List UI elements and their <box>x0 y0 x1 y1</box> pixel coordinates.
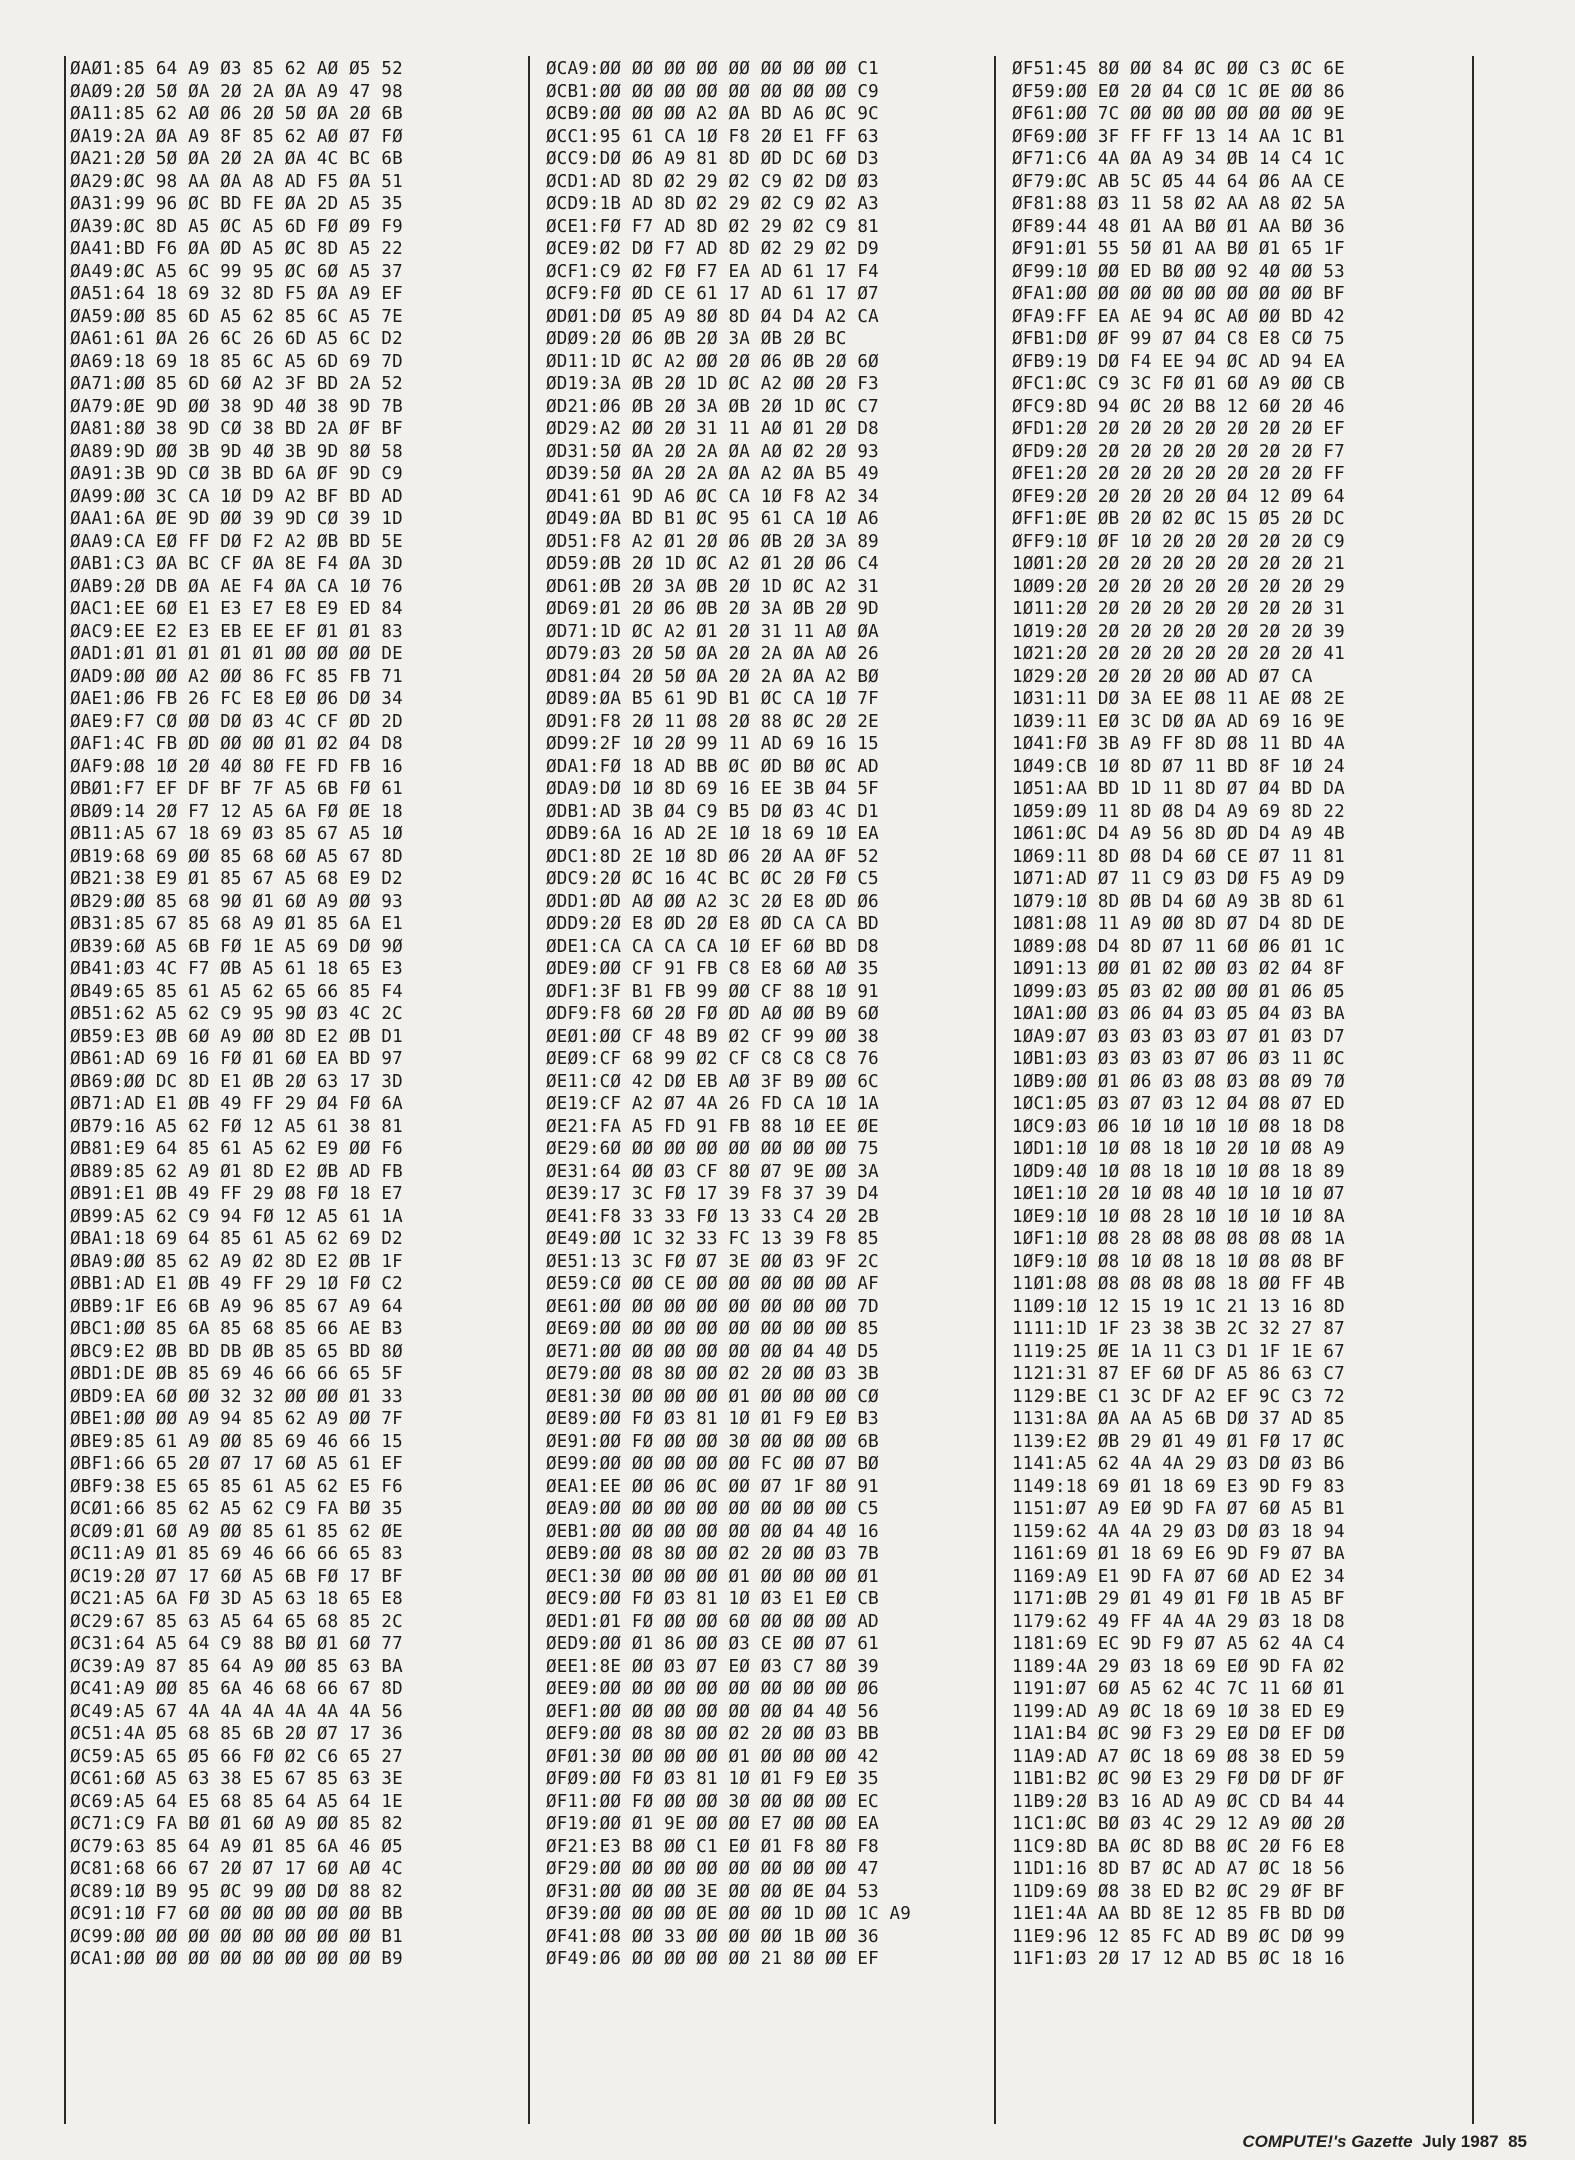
listing-line: 1111:1D 1F 23 38 3B 2C 32 27 87 <box>1012 1319 1345 1339</box>
listing-line: 1191:Ø7 6Ø A5 62 4C 7C 11 6Ø Ø1 <box>1012 1679 1345 1699</box>
listing-line: 11B1:B2 ØC 9Ø E3 29 FØ DØ DF ØF <box>1012 1769 1345 1789</box>
listing-line: 11D9:69 Ø8 38 ED B2 ØC 29 ØF BF <box>1012 1881 1345 1902</box>
listing-line: ØC19:2Ø Ø7 17 6Ø A5 6B FØ 17 BF <box>70 1566 403 1587</box>
listing-line: ØFC9:8D 94 ØC 2Ø B8 12 6Ø 2Ø 46 <box>1012 396 1345 417</box>
listing-line: ØA11:85 62 AØ Ø6 2Ø 5Ø ØA 2Ø 6B <box>70 104 403 124</box>
listing-line: ØFD1:2Ø 2Ø 2Ø 2Ø 2Ø 2Ø 2Ø 2Ø EF <box>1012 419 1345 439</box>
listing-line: ØCD1:AD 8D Ø2 29 Ø2 C9 Ø2 DØ Ø3 <box>546 171 879 192</box>
listing-line: ØEC1:3Ø ØØ ØØ ØØ Ø1 ØØ ØØ ØØ Ø1 <box>546 1566 879 1587</box>
listing-line: ØEB1:ØØ ØØ ØØ ØØ ØØ ØØ Ø4 4Ø 16 <box>546 1521 879 1542</box>
listing-line: 11C1:ØC BØ Ø3 4C 29 12 A9 ØØ 2Ø <box>1012 1814 1345 1834</box>
listing-line: ØFF9:1Ø ØF 1Ø 2Ø 2Ø 2Ø 2Ø 2Ø C9 <box>1012 531 1345 552</box>
listing-line: 1ØD9:4Ø 1Ø Ø8 18 1Ø 1Ø Ø8 18 89 <box>1012 1161 1345 1182</box>
listing-line: ØF99:1Ø ØØ ED BØ ØØ 92 4Ø ØØ 53 <box>1012 261 1345 282</box>
listing-line: ØAD9:ØØ ØØ A2 ØØ 86 FC 85 FB 71 <box>70 666 403 687</box>
listing-line: ØE91:ØØ FØ ØØ ØØ 3Ø ØØ ØØ ØØ 6B <box>546 1431 879 1452</box>
listing-line: ØA91:3B 9D CØ 3B BD 6A ØF 9D C9 <box>70 464 403 484</box>
listing-line: ØA21:2Ø 5Ø ØA 2Ø 2A ØA 4C BC 6B <box>70 149 403 169</box>
listing-line: ØAØ1:85 64 A9 Ø3 85 62 AØ Ø5 52 <box>70 59 403 79</box>
listing-line: ØA29:ØC 98 AA ØA A8 AD F5 ØA 51 <box>70 171 403 192</box>
listing-line: ØE79:ØØ Ø8 8Ø ØØ Ø2 2Ø ØØ Ø3 3B <box>546 1364 879 1384</box>
listing-line: ØC71:C9 FA BØ Ø1 6Ø A9 ØØ 85 82 <box>70 1814 403 1834</box>
listing-line: ØA39:ØC 8D A5 ØC A5 6D FØ Ø9 F9 <box>70 216 403 237</box>
listing-line: ØAC9:EE E2 E3 EB EE EF Ø1 Ø1 83 <box>70 621 403 642</box>
listing-line: ØEE1:8E ØØ Ø3 Ø7 EØ Ø3 C7 8Ø 39 <box>546 1656 879 1677</box>
listing-line: ØD89:ØA B5 61 9D B1 ØC CA 1Ø 7F <box>546 689 879 709</box>
listing-line: 1Ø61:ØC D4 A9 56 8D ØD D4 A9 4B <box>1012 824 1345 844</box>
listing-line: ØCC1:95 61 CA 1Ø F8 2Ø E1 FF 63 <box>546 126 879 147</box>
listing-line: ØC81:68 66 67 2Ø Ø7 17 6Ø AØ 4C <box>70 1859 403 1879</box>
listing-line: 1Ø41:FØ 3B A9 FF 8D Ø8 11 BD 4A <box>1012 734 1345 754</box>
listing-line: 1ØC9:Ø3 Ø6 1Ø 1Ø 1Ø 1Ø Ø8 18 D8 <box>1012 1116 1345 1137</box>
listing-line: ØED9:ØØ Ø1 86 ØØ Ø3 CE ØØ Ø7 61 <box>546 1634 879 1654</box>
column-rule-1 <box>528 56 530 2124</box>
listing-line: ØF79:ØC AB 5C Ø5 44 64 Ø6 AA CE <box>1012 171 1345 192</box>
listing-line: 1ØB9:ØØ Ø1 Ø6 Ø3 Ø8 Ø3 Ø8 Ø9 7Ø <box>1012 1071 1345 1092</box>
listing-line: ØE71:ØØ ØØ ØØ ØØ ØØ ØØ Ø4 4Ø D5 <box>546 1341 879 1362</box>
listing-line: ØBD9:EA 6Ø ØØ 32 32 ØØ ØØ Ø1 33 <box>70 1386 403 1407</box>
listing-line: ØB99:A5 62 C9 94 FØ 12 A5 61 1A <box>70 1206 403 1227</box>
listing-line: ØBC9:E2 ØB BD DB ØB 85 65 BD 8Ø <box>70 1341 403 1362</box>
listing-line: 1Ø79:1Ø 8D ØB D4 6Ø A9 3B 8D 61 <box>1012 891 1345 912</box>
listing-line: ØE29:6Ø ØØ ØØ ØØ ØØ ØØ ØØ ØØ 75 <box>546 1139 879 1159</box>
column-rule-right <box>1472 56 1474 2124</box>
listing-line: ØD41:61 9D A6 ØC CA 1Ø F8 A2 34 <box>546 486 879 507</box>
listing-line: ØB21:38 E9 Ø1 85 67 A5 68 E9 D2 <box>70 869 403 889</box>
listing-line: ØB41:Ø3 4C F7 ØB A5 61 18 65 E3 <box>70 959 403 979</box>
listing-line: 11D1:16 8D B7 ØC AD A7 ØC 18 56 <box>1012 1859 1345 1879</box>
listing-line: 11E9:96 12 85 FC AD B9 ØC DØ 99 <box>1012 1926 1345 1947</box>
listing-line: 1151:Ø7 A9 EØ 9D FA Ø7 6Ø A5 B1 <box>1012 1499 1345 1519</box>
listing-line: ØF49:Ø6 ØØ ØØ ØØ ØØ 21 8Ø ØØ EF <box>546 1949 879 1969</box>
listing-line: ØAE1:Ø6 FB 26 FC E8 EØ Ø6 DØ 34 <box>70 689 403 709</box>
listing-line: ØA61:61 ØA 26 6C 26 6D A5 6C D2 <box>70 329 403 349</box>
listing-line: ØB89:85 62 A9 Ø1 8D E2 ØB AD FB <box>70 1161 403 1182</box>
listing-line: ØAF9:Ø8 1Ø 2Ø 4Ø 8Ø FE FD FB 16 <box>70 756 403 777</box>
listing-line: ØF91:Ø1 55 5Ø Ø1 AA BØ Ø1 65 1F <box>1012 239 1345 259</box>
listing-line: 11A1:B4 ØC 9Ø F3 29 EØ DØ EF DØ <box>1012 1724 1345 1744</box>
listing-line: ØEA9:ØØ ØØ ØØ ØØ ØØ ØØ ØØ ØØ C5 <box>546 1499 879 1519</box>
listing-line: ØB79:16 A5 62 FØ 12 A5 61 38 81 <box>70 1116 403 1137</box>
listing-line: ØFB1:DØ ØF 99 Ø7 Ø4 C8 E8 CØ 75 <box>1012 329 1345 349</box>
listing-line: ØDB9:6A 16 AD 2E 1Ø 18 69 1Ø EA <box>546 824 879 844</box>
listing-line: ØBF1:66 65 2Ø Ø7 17 6Ø A5 61 EF <box>70 1454 403 1474</box>
listing-line: ØB61:AD 69 16 FØ Ø1 6Ø EA BD 97 <box>70 1049 403 1069</box>
listing-line: ØF51:45 8Ø ØØ 84 ØC ØØ C3 ØC 6E <box>1012 59 1345 79</box>
listing-line: 1161:69 Ø1 18 69 E6 9D F9 Ø7 BA <box>1012 1544 1345 1564</box>
listing-line: ØC59:A5 65 Ø5 66 FØ Ø2 C6 65 27 <box>70 1746 403 1767</box>
listing-line: ØA19:2A ØA A9 8F 85 62 AØ Ø7 FØ <box>70 126 403 147</box>
column-rule-2 <box>994 56 996 2124</box>
listing-line: ØAB1:C3 ØA BC CF ØA 8E F4 ØA 3D <box>70 554 403 574</box>
listing-line: ØD91:F8 2Ø 11 Ø8 2Ø 88 ØC 2Ø 2E <box>546 711 879 732</box>
listing-line: ØDD9:2Ø E8 ØD 2Ø E8 ØD CA CA BD <box>546 914 879 934</box>
listing-line: ØE31:64 ØØ Ø3 CF 8Ø Ø7 9E ØØ 3A <box>546 1161 879 1182</box>
listing-line: ØDC1:8D 2E 1Ø 8D Ø6 2Ø AA ØF 52 <box>546 846 879 867</box>
listing-line: 1129:BE C1 3C DF A2 EF 9C C3 72 <box>1012 1386 1345 1407</box>
listing-line: ØBØ1:F7 EF DF BF 7F A5 6B FØ 61 <box>70 779 403 799</box>
listing-line: ØE59:CØ ØØ CE ØØ ØØ ØØ ØØ ØØ AF <box>546 1274 879 1294</box>
listing-line: ØCD9:1B AD 8D Ø2 29 Ø2 C9 Ø2 A3 <box>546 194 879 214</box>
listing-line: ØAE9:F7 CØ ØØ DØ Ø3 4C CF ØD 2D <box>70 711 403 732</box>
listing-line: ØBC1:ØØ 85 6A 85 68 85 66 AE B3 <box>70 1319 403 1339</box>
listing-line: ØBA9:ØØ 85 62 A9 Ø2 8D E2 ØB 1F <box>70 1251 403 1272</box>
listing-line: 1Ø19:2Ø 2Ø 2Ø 2Ø 2Ø 2Ø 2Ø 2Ø 39 <box>1012 621 1345 642</box>
listing-line: ØA69:18 69 18 85 6C A5 6D 69 7D <box>70 351 403 372</box>
listing-line: ØC91:1Ø F7 6Ø ØØ ØØ ØØ ØØ ØØ BB <box>70 1904 403 1924</box>
listing-line: ØB29:ØØ 85 68 9Ø Ø1 6Ø A9 ØØ 93 <box>70 891 403 912</box>
listing-line: ØCC9:DØ Ø6 A9 81 8D ØD DC 6Ø D3 <box>546 149 879 169</box>
listing-line: ØBØ9:14 2Ø F7 12 A5 6A FØ ØE 18 <box>70 801 403 822</box>
listing-line: 1Ø21:2Ø 2Ø 2Ø 2Ø 2Ø 2Ø 2Ø 2Ø 41 <box>1012 644 1345 664</box>
listing-line: ØD79:Ø3 2Ø 5Ø ØA 2Ø 2A ØA AØ 26 <box>546 644 879 664</box>
listing-line: ØD51:F8 A2 Ø1 2Ø Ø6 ØB 2Ø 3A 89 <box>546 531 879 552</box>
listing-line: 1ØØ9:2Ø 2Ø 2Ø 2Ø 2Ø 2Ø 2Ø 2Ø 29 <box>1012 576 1345 597</box>
listing-line: ØAA9:CA EØ FF DØ F2 A2 ØB BD 5E <box>70 531 403 552</box>
listing-line: ØC61:6Ø A5 63 38 E5 67 85 63 3E <box>70 1769 403 1789</box>
listing-line: ØCE1:FØ F7 AD 8D Ø2 29 Ø2 C9 81 <box>546 216 879 237</box>
magazine-name: COMPUTE!'s Gazette <box>1242 2132 1413 2151</box>
listing-line: ØB81:E9 64 85 61 A5 62 E9 ØØ F6 <box>70 1139 403 1159</box>
listing-line: ØBB9:1F E6 6B A9 96 85 67 A9 64 <box>70 1296 403 1317</box>
listing-line: 1Ø39:11 EØ 3C DØ ØA AD 69 16 9E <box>1012 711 1345 732</box>
page-number: 85 <box>1508 2132 1527 2151</box>
listing-line: 1Ø81:Ø8 11 A9 ØØ 8D Ø7 D4 8D DE <box>1012 914 1345 934</box>
listing-line: ØD29:A2 ØØ 2Ø 31 11 AØ Ø1 2Ø D8 <box>546 419 879 439</box>
listing-line: ØDF9:F8 6Ø 2Ø FØ ØD AØ ØØ B9 6Ø <box>546 1004 879 1024</box>
listing-line: 1149:18 69 Ø1 18 69 E3 9D F9 83 <box>1012 1476 1345 1497</box>
listing-line: 1Ø29:2Ø 2Ø 2Ø 2Ø ØØ AD Ø7 CA <box>1012 666 1313 687</box>
listing-line: 1131:8A ØA AA A5 6B DØ 37 AD 85 <box>1012 1409 1345 1429</box>
listing-line: 1Ø59:Ø9 11 8D Ø8 D4 A9 69 8D 22 <box>1012 801 1345 822</box>
listing-line: ØB69:ØØ DC 8D E1 ØB 2Ø 63 17 3D <box>70 1071 403 1092</box>
listing-line: ØD81:Ø4 2Ø 5Ø ØA 2Ø 2A ØA A2 BØ <box>546 666 879 687</box>
listing-line: 1Ø49:CB 1Ø 8D Ø7 11 BD 8F 1Ø 24 <box>1012 756 1345 777</box>
listing-line: ØB31:85 67 85 68 A9 Ø1 85 6A E1 <box>70 914 403 934</box>
listing-line: ØD39:5Ø ØA 2Ø 2A ØA A2 ØA B5 49 <box>546 464 879 484</box>
listing-line: 1Ø51:AA BD 1D 11 8D Ø7 Ø4 BD DA <box>1012 779 1345 799</box>
listing-line: ØD71:1D ØC A2 Ø1 2Ø 31 11 AØ ØA <box>546 621 879 642</box>
listing-line: ØF41:Ø8 ØØ 33 ØØ ØØ ØØ 1B ØØ 36 <box>546 1926 879 1947</box>
column-rule-left <box>64 56 66 2124</box>
listing-line: ØA49:ØC A5 6C 99 95 ØC 6Ø A5 37 <box>70 261 403 282</box>
listing-line: 1121:31 87 EF 6Ø DF A5 86 63 C7 <box>1012 1364 1345 1384</box>
listing-line: ØB49:65 85 61 A5 62 65 66 85 F4 <box>70 981 403 1002</box>
listing-line: ØA71:ØØ 85 6D 6Ø A2 3F BD 2A 52 <box>70 374 403 394</box>
listing-line: ØBE1:ØØ ØØ A9 94 85 62 A9 ØØ 7F <box>70 1409 403 1429</box>
listing-line: ØDE1:CA CA CA CA 1Ø EF 6Ø BD D8 <box>546 936 879 957</box>
listing-line: ØCØ9:Ø1 6Ø A9 ØØ 85 61 85 62 ØE <box>70 1521 403 1542</box>
listing-line: ØDF1:3F B1 FB 99 ØØ CF 88 1Ø 91 <box>546 981 879 1002</box>
listing-line: ØC99:ØØ ØØ ØØ ØØ ØØ ØØ ØØ ØØ B1 <box>70 1926 403 1947</box>
listing-line: ØC21:A5 6A FØ 3D A5 63 18 65 E8 <box>70 1589 403 1609</box>
listing-line: ØFA1:ØØ ØØ ØØ ØØ ØØ ØØ ØØ ØØ BF <box>1012 284 1345 304</box>
listing-line: 1ØF9:1Ø Ø8 1Ø Ø8 18 1Ø Ø8 Ø8 BF <box>1012 1251 1345 1272</box>
listing-line: ØC41:A9 ØØ 85 6A 46 68 66 67 8D <box>70 1679 403 1699</box>
listing-line: ØF61:ØØ 7C ØØ ØØ ØØ ØØ ØØ ØØ 9E <box>1012 104 1345 124</box>
listing-line: ØB11:A5 67 18 69 Ø3 85 67 A5 1Ø <box>70 824 403 844</box>
listing-line: 1179:62 49 FF 4A 4A 29 Ø3 18 D8 <box>1012 1611 1345 1632</box>
listing-line: ØEF1:ØØ ØØ ØØ ØØ ØØ ØØ Ø4 4Ø 56 <box>546 1701 879 1722</box>
listing-line: 1141:A5 62 4A 4A 29 Ø3 DØ Ø3 B6 <box>1012 1454 1345 1474</box>
listing-line: ØDA1:FØ 18 AD BB ØC ØD BØ ØC AD <box>546 756 879 777</box>
listing-line: ØB91:E1 ØB 49 FF 29 Ø8 FØ 18 E7 <box>70 1184 403 1204</box>
listing-line: ØF11:ØØ FØ ØØ ØØ 3Ø ØØ ØØ ØØ EC <box>546 1791 879 1812</box>
listing-line: ØEØ9:CF 68 99 Ø2 CF C8 C8 C8 76 <box>546 1049 879 1069</box>
listing-line: ØCA9:ØØ ØØ ØØ ØØ ØØ ØØ ØØ ØØ C1 <box>546 59 879 79</box>
listing-line: ØDA9:DØ 1Ø 8D 69 16 EE 3B Ø4 5F <box>546 779 879 799</box>
issue-date: July 1987 <box>1422 2132 1499 2151</box>
listing-line: ØFA9:FF EA AE 94 ØC AØ ØØ BD 42 <box>1012 306 1345 327</box>
listing-line: ØC51:4A Ø5 68 85 6B 2Ø Ø7 17 36 <box>70 1724 403 1744</box>
listing-line: ØBA1:18 69 64 85 61 A5 62 69 D2 <box>70 1229 403 1249</box>
listing-line: 1ØC1:Ø5 Ø3 Ø7 Ø3 12 Ø4 Ø8 Ø7 ED <box>1012 1094 1345 1114</box>
listing-line: ØC49:A5 67 4A 4A 4A 4A 4A 4A 56 <box>70 1701 403 1722</box>
listing-line: ØEF9:ØØ Ø8 8Ø ØØ Ø2 2Ø ØØ Ø3 BB <box>546 1724 879 1744</box>
listing-line: ØCB1:ØØ ØØ ØØ ØØ ØØ ØØ ØØ ØØ C9 <box>546 81 879 102</box>
listing-line: ØFD9:2Ø 2Ø 2Ø 2Ø 2Ø 2Ø 2Ø 2Ø F7 <box>1012 441 1345 462</box>
listing-line: 1Ø91:13 ØØ Ø1 Ø2 ØØ Ø3 Ø2 Ø4 8F <box>1012 959 1345 979</box>
listing-line: ØB39:6Ø A5 6B FØ 1E A5 69 DØ 9Ø <box>70 936 403 957</box>
page-footer <box>1242 2132 1527 2152</box>
listing-line: ØFC1:ØC C9 3C FØ Ø1 6Ø A9 ØØ CB <box>1012 374 1345 394</box>
listing-line: ØCB9:ØØ ØØ ØØ A2 ØA BD A6 ØC 9C <box>546 104 879 124</box>
listing-line: ØE69:ØØ ØØ ØØ ØØ ØØ ØØ ØØ ØØ 85 <box>546 1319 879 1339</box>
listing-line: 1Ø31:11 DØ 3A EE Ø8 11 AE Ø8 2E <box>1012 689 1345 709</box>
listing-column-2 <box>546 58 978 1971</box>
listing-line: 11B9:2Ø B3 16 AD A9 ØC CD B4 44 <box>1012 1791 1345 1812</box>
listing-line: ØE61:ØØ ØØ ØØ ØØ ØØ ØØ ØØ ØØ 7D <box>546 1296 879 1317</box>
listing-line: ØC69:A5 64 E5 68 85 64 A5 64 1E <box>70 1791 403 1812</box>
listing-line: ØAB9:2Ø DB ØA AE F4 ØA CA 1Ø 76 <box>70 576 403 597</box>
listing-line: ØE21:FA A5 FD 91 FB 88 1Ø EE ØE <box>546 1116 879 1137</box>
listing-line: ØDØ1:DØ Ø5 A9 8Ø 8D Ø4 D4 A2 CA <box>546 306 879 327</box>
listing-line: ØFF1:ØE ØB 2Ø Ø2 ØC 15 Ø5 2Ø DC <box>1012 509 1345 529</box>
listing-line: ØC31:64 A5 64 C9 88 BØ Ø1 6Ø 77 <box>70 1634 403 1654</box>
listing-line: ØBD1:DE ØB 85 69 46 66 66 65 5F <box>70 1364 403 1384</box>
listing-line: ØC79:63 85 64 A9 Ø1 85 6A 46 Ø5 <box>70 1836 403 1857</box>
listing-line: 1ØB1:Ø3 Ø3 Ø3 Ø3 Ø7 Ø6 Ø3 11 ØC <box>1012 1049 1345 1069</box>
listing-line: ØDØ9:2Ø Ø6 ØB 2Ø 3A ØB 2Ø BC <box>546 329 847 349</box>
listing-line: ØD31:5Ø ØA 2Ø 2A ØA AØ Ø2 2Ø 93 <box>546 441 879 462</box>
listing-line: 1Ø11:2Ø 2Ø 2Ø 2Ø 2Ø 2Ø 2Ø 2Ø 31 <box>1012 599 1345 619</box>
listing-line: ØC11:A9 Ø1 85 69 46 66 66 65 83 <box>70 1544 403 1564</box>
listing-line: 1171:ØB 29 Ø1 49 Ø1 FØ 1B A5 BF <box>1012 1589 1345 1609</box>
listing-line: ØBE9:85 61 A9 ØØ 85 69 46 66 15 <box>70 1431 403 1452</box>
listing-line: ØD21:Ø6 ØB 2Ø 3A ØB 2Ø 1D ØC C7 <box>546 396 879 417</box>
listing-line: ØAØ9:2Ø 5Ø ØA 2Ø 2A ØA A9 47 98 <box>70 81 403 102</box>
listing-line: ØCF1:C9 Ø2 FØ F7 EA AD 61 17 F4 <box>546 261 879 282</box>
listing-line: ØCE9:Ø2 DØ F7 AD 8D Ø2 29 Ø2 D9 <box>546 239 879 259</box>
listing-line: 1ØE9:1Ø 1Ø Ø8 28 1Ø 1Ø 1Ø 1Ø 8A <box>1012 1206 1345 1227</box>
listing-line: ØF59:ØØ EØ 2Ø Ø4 CØ 1C ØE ØØ 86 <box>1012 81 1345 102</box>
listing-line: ØBB1:AD E1 ØB 49 FF 29 1Ø FØ C2 <box>70 1274 403 1294</box>
listing-line: ØDB1:AD 3B Ø4 C9 B5 DØ Ø3 4C D1 <box>546 801 879 822</box>
listing-line: ØE19:CF A2 Ø7 4A 26 FD CA 1Ø 1A <box>546 1094 879 1114</box>
listing-line: ØB59:E3 ØB 6Ø A9 ØØ 8D E2 ØB D1 <box>70 1026 403 1047</box>
listing-line: 1ØE1:1Ø 2Ø 1Ø Ø8 4Ø 1Ø 1Ø 1Ø Ø7 <box>1012 1184 1345 1204</box>
listing-line: ØEE9:ØØ ØØ ØØ ØØ ØØ ØØ ØØ ØØ Ø6 <box>546 1679 879 1699</box>
listing-line: ØCF9:FØ ØD CE 61 17 AD 61 17 Ø7 <box>546 284 879 304</box>
listing-line: ØFØ1:3Ø ØØ ØØ ØØ Ø1 ØØ ØØ ØØ 42 <box>546 1746 879 1767</box>
listing-line: ØB51:62 A5 62 C9 95 9Ø Ø3 4C 2C <box>70 1004 403 1024</box>
listing-line: 1169:A9 E1 9D FA Ø7 6Ø AD E2 34 <box>1012 1566 1345 1587</box>
listing-line: ØEØ1:ØØ CF 48 B9 Ø2 CF 99 ØØ 38 <box>546 1026 879 1047</box>
listing-line: 1Ø99:Ø3 Ø5 Ø3 Ø2 ØØ ØØ Ø1 Ø6 Ø5 <box>1012 981 1345 1002</box>
listing-line: ØF21:E3 B8 ØØ C1 EØ Ø1 F8 8Ø F8 <box>546 1836 879 1857</box>
listing-line: ØDD1:ØD AØ ØØ A2 3C 2Ø E8 ØD Ø6 <box>546 891 879 912</box>
listing-line: ØAD1:Ø1 Ø1 Ø1 Ø1 Ø1 ØØ ØØ ØØ DE <box>70 644 403 664</box>
listing-line: 11Ø1:Ø8 Ø8 Ø8 Ø8 Ø8 18 ØØ FF 4B <box>1012 1274 1345 1294</box>
listing-line: ØA79:ØE 9D ØØ 38 9D 4Ø 38 9D 7B <box>70 396 403 417</box>
listing-line: 1ØA1:ØØ Ø3 Ø6 Ø4 Ø3 Ø5 Ø4 Ø3 BA <box>1012 1004 1345 1024</box>
listing-line: ØE51:13 3C FØ Ø7 3E ØØ Ø3 9F 2C <box>546 1251 879 1272</box>
listing-line: ØA59:ØØ 85 6D A5 62 85 6C A5 7E <box>70 306 403 327</box>
listing-line: ØA99:ØØ 3C CA 1Ø D9 A2 BF BD AD <box>70 486 403 507</box>
listing-line: 1199:AD A9 ØC 18 69 1Ø 38 ED E9 <box>1012 1701 1345 1722</box>
listing-line: ØCØ1:66 85 62 A5 62 C9 FA BØ 35 <box>70 1499 403 1519</box>
listing-line: ØE39:17 3C FØ 17 39 F8 37 39 D4 <box>546 1184 879 1204</box>
listing-line: ØEB9:ØØ Ø8 8Ø ØØ Ø2 2Ø ØØ Ø3 7B <box>546 1544 879 1564</box>
listing-line: 1ØØ1:2Ø 2Ø 2Ø 2Ø 2Ø 2Ø 2Ø 2Ø 21 <box>1012 554 1345 574</box>
listing-line: 1189:4A 29 Ø3 18 69 EØ 9D FA Ø2 <box>1012 1656 1345 1677</box>
listing-line: 1119:25 ØE 1A 11 C3 D1 1F 1E 67 <box>1012 1341 1345 1362</box>
listing-line: ØB71:AD E1 ØB 49 FF 29 Ø4 FØ 6A <box>70 1094 403 1114</box>
listing-line: ØAF1:4C FB ØD ØØ ØØ Ø1 Ø2 Ø4 D8 <box>70 734 403 754</box>
listing-line: 1Ø69:11 8D Ø8 D4 6Ø CE Ø7 11 81 <box>1012 846 1345 867</box>
listing-line: ØA89:9D ØØ 3B 9D 4Ø 3B 9D 8Ø 58 <box>70 441 403 462</box>
listing-line: 1Ø89:Ø8 D4 8D Ø7 11 6Ø Ø6 Ø1 1C <box>1012 936 1345 957</box>
listing-line: ØF81:88 Ø3 11 58 Ø2 AA A8 Ø2 5A <box>1012 194 1345 214</box>
listing-line: ØF19:ØØ Ø1 9E ØØ ØØ E7 ØØ ØØ EA <box>546 1814 879 1834</box>
listing-line: ØA31:99 96 ØC BD FE ØA 2D A5 35 <box>70 194 403 214</box>
listing-line: ØE11:CØ 42 DØ EB AØ 3F B9 ØØ 6C <box>546 1071 879 1092</box>
listing-line: 11C9:8D BA ØC 8D B8 ØC 2Ø F6 E8 <box>1012 1836 1345 1857</box>
listing-line: ØEC9:ØØ FØ Ø3 81 1Ø Ø3 E1 EØ CB <box>546 1589 879 1609</box>
listing-line: ØFØ9:ØØ FØ Ø3 81 1Ø Ø1 F9 EØ 35 <box>546 1769 879 1789</box>
listing-line: ØE99:ØØ ØØ ØØ ØØ ØØ FC ØØ Ø7 BØ <box>546 1454 879 1474</box>
listing-line: 11E1:4A AA BD 8E 12 85 FB BD DØ <box>1012 1904 1345 1924</box>
listing-line: ØF39:ØØ ØØ ØØ ØE ØØ ØØ 1D ØØ 1C A9 <box>546 1904 912 1924</box>
listing-line: 1139:E2 ØB 29 Ø1 49 Ø1 FØ 17 ØC <box>1012 1431 1345 1452</box>
listing-line: ØD49:ØA BD B1 ØC 95 61 CA 1Ø A6 <box>546 509 879 529</box>
listing-line: ØD69:Ø1 2Ø Ø6 ØB 2Ø 3A ØB 2Ø 9D <box>546 599 879 619</box>
listing-line: ØEA1:EE ØØ Ø6 ØC ØØ Ø7 1F 8Ø 91 <box>546 1476 879 1497</box>
listing-line: ØAA1:6A ØE 9D ØØ 39 9D CØ 39 1D <box>70 509 403 529</box>
listing-line: ØF29:ØØ ØØ ØØ ØØ ØØ ØØ ØØ ØØ 47 <box>546 1859 879 1879</box>
listing-line: ØFE9:2Ø 2Ø 2Ø 2Ø 2Ø Ø4 12 Ø9 64 <box>1012 486 1345 507</box>
listing-line: ØCA1:ØØ ØØ ØØ ØØ ØØ ØØ ØØ ØØ B9 <box>70 1949 403 1969</box>
listing-line: ØA41:BD F6 ØA ØD A5 ØC 8D A5 22 <box>70 239 403 259</box>
listing-line: 1ØD1:1Ø 1Ø Ø8 18 1Ø 2Ø 1Ø Ø8 A9 <box>1012 1139 1345 1159</box>
listing-line: ØD11:1D ØC A2 ØØ 2Ø Ø6 ØB 2Ø 6Ø <box>546 351 879 372</box>
listing-line: ØA51:64 18 69 32 8D F5 ØA A9 EF <box>70 284 403 304</box>
listing-line: ØAC1:EE 6Ø E1 E3 E7 E8 E9 ED 84 <box>70 599 403 619</box>
listing-line: ØC39:A9 87 85 64 A9 ØØ 85 63 BA <box>70 1656 403 1677</box>
listing-line: ØD19:3A ØB 2Ø 1D ØC A2 ØØ 2Ø F3 <box>546 374 879 394</box>
listing-line: ØF31:ØØ ØØ ØØ 3E ØØ ØØ ØE Ø4 53 <box>546 1881 879 1902</box>
listing-line: ØE89:ØØ FØ Ø3 81 1Ø Ø1 F9 EØ B3 <box>546 1409 879 1429</box>
listing-line: 1ØA9:Ø7 Ø3 Ø3 Ø3 Ø3 Ø7 Ø1 Ø3 D7 <box>1012 1026 1345 1047</box>
listing-line: 1ØF1:1Ø Ø8 28 Ø8 Ø8 Ø8 Ø8 Ø8 1A <box>1012 1229 1345 1249</box>
listing-line: ØF89:44 48 Ø1 AA BØ Ø1 AA BØ 36 <box>1012 216 1345 237</box>
listing-line: ØD59:ØB 2Ø 1D ØC A2 Ø1 2Ø Ø6 C4 <box>546 554 879 574</box>
listing-column-1 <box>70 58 505 1971</box>
listing-line: ØFE1:2Ø 2Ø 2Ø 2Ø 2Ø 2Ø 2Ø 2Ø FF <box>1012 464 1345 484</box>
listing-line: 11A9:AD A7 ØC 18 69 Ø8 38 ED 59 <box>1012 1746 1345 1767</box>
listing-line: ØED1:Ø1 FØ ØØ ØØ 6Ø ØØ ØØ ØØ AD <box>546 1611 879 1632</box>
listing-line: ØBF9:38 E5 65 85 61 A5 62 E5 F6 <box>70 1476 403 1497</box>
listing-line: 1Ø71:AD Ø7 11 C9 Ø3 DØ F5 A9 D9 <box>1012 869 1345 889</box>
listing-line: ØE41:F8 33 33 FØ 13 33 C4 2Ø 2B <box>546 1206 879 1227</box>
listing-line: 1159:62 4A 4A 29 Ø3 DØ Ø3 18 94 <box>1012 1521 1345 1542</box>
listing-line: ØB19:68 69 ØØ 85 68 6Ø A5 67 8D <box>70 846 403 867</box>
listing-line: ØFB9:19 DØ F4 EE 94 ØC AD 94 EA <box>1012 351 1345 372</box>
listing-line: ØD99:2F 1Ø 2Ø 99 11 AD 69 16 15 <box>546 734 879 754</box>
listing-line: 1181:69 EC 9D F9 Ø7 A5 62 4A C4 <box>1012 1634 1345 1654</box>
listing-line: ØA81:8Ø 38 9D CØ 38 BD 2A ØF BF <box>70 419 403 439</box>
listing-line: 11Ø9:1Ø 12 15 19 1C 21 13 16 8D <box>1012 1296 1345 1317</box>
listing-line: ØDE9:ØØ CF 91 FB C8 E8 6Ø AØ 35 <box>546 959 879 979</box>
listing-line: ØC29:67 85 63 A5 64 65 68 85 2C <box>70 1611 403 1632</box>
listing-line: ØD61:ØB 2Ø 3A ØB 2Ø 1D ØC A2 31 <box>546 576 879 597</box>
listing-line: ØF69:ØØ 3F FF FF 13 14 AA 1C B1 <box>1012 126 1345 147</box>
listing-line: ØF71:C6 4A ØA A9 34 ØB 14 C4 1C <box>1012 149 1345 169</box>
listing-line: ØDC9:2Ø ØC 16 4C BC ØC 2Ø FØ C5 <box>546 869 879 889</box>
listing-line: ØE81:3Ø ØØ ØØ ØØ Ø1 ØØ ØØ ØØ CØ <box>546 1386 879 1407</box>
listing-column-3 <box>1012 58 1450 1971</box>
listing-line: ØC89:1Ø B9 95 ØC 99 ØØ DØ 88 82 <box>70 1881 403 1902</box>
listing-line: 11F1:Ø3 2Ø 17 12 AD B5 ØC 18 16 <box>1012 1949 1345 1969</box>
listing-line: ØE49:ØØ 1C 32 33 FC 13 39 F8 85 <box>546 1229 879 1249</box>
